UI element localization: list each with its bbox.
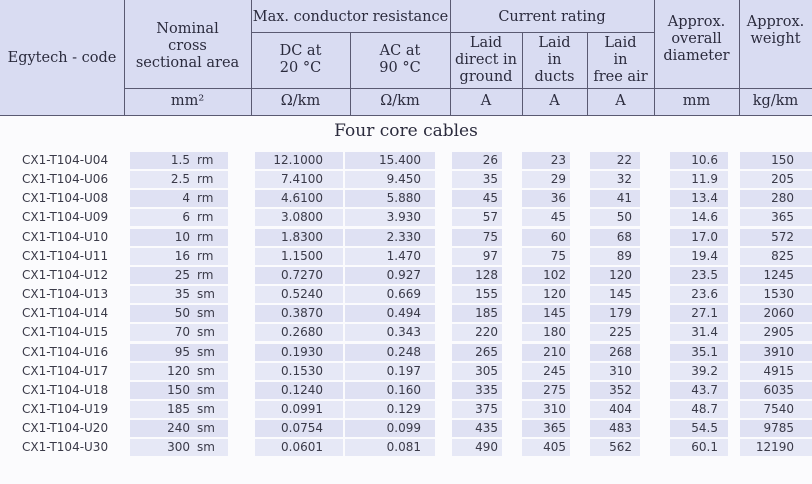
cell-ac: 0.927 bbox=[386, 267, 421, 282]
header-diameter: Approx. overall diameter bbox=[663, 14, 730, 64]
cell-area: 25 bbox=[174, 267, 190, 282]
cell-diameter: 48.7 bbox=[691, 401, 718, 416]
cell-area: 185 bbox=[167, 401, 190, 416]
cell-ac: 0.160 bbox=[386, 382, 421, 397]
cell-ducts: 275 bbox=[543, 382, 566, 397]
cell-weight: 6035 bbox=[763, 382, 794, 397]
cell-code: CX1-T104-U17 bbox=[22, 363, 109, 378]
cell-diameter: 10.6 bbox=[691, 153, 718, 167]
cell-weight: 825 bbox=[771, 248, 794, 263]
section-title: Four core cables bbox=[334, 121, 478, 141]
cell-code: CX1-T104-U13 bbox=[22, 287, 109, 302]
unit-free-air: A bbox=[615, 93, 626, 109]
cell-ground: 155 bbox=[475, 287, 498, 302]
cell-weight: 12190 bbox=[755, 440, 794, 455]
header-weight: Approx. weight bbox=[746, 14, 805, 47]
cell-area: 300 bbox=[167, 440, 190, 455]
table-row bbox=[0, 323, 812, 342]
cell-ac: 3.930 bbox=[386, 210, 421, 225]
cell-shape: rm bbox=[197, 210, 214, 225]
cell-ground: 26 bbox=[482, 153, 498, 167]
cell-free-air: 32 bbox=[616, 172, 632, 187]
cell-code: CX1-T104-U04 bbox=[22, 153, 109, 167]
cell-free-air: 50 bbox=[616, 210, 632, 225]
table-header bbox=[0, 0, 812, 116]
cell-ducts: 102 bbox=[543, 267, 566, 282]
unit-weight: kg/km bbox=[752, 93, 799, 109]
cell-ac: 1.470 bbox=[386, 248, 421, 263]
cell-free-air: 179 bbox=[609, 306, 632, 321]
cell-diameter: 23.6 bbox=[691, 287, 718, 302]
cell-ac: 0.129 bbox=[386, 401, 421, 416]
cell-dc: 0.0601 bbox=[281, 440, 323, 455]
unit-dc: Ω/km bbox=[280, 93, 321, 109]
header-nominal-area: Nominal cross sectional area bbox=[135, 20, 240, 71]
cell-dc: 0.7270 bbox=[281, 267, 323, 282]
cell-diameter: 19.4 bbox=[691, 248, 718, 263]
cell-code: CX1-T104-U19 bbox=[22, 401, 109, 416]
cell-free-air: 310 bbox=[609, 363, 632, 378]
cell-area: 70 bbox=[174, 325, 190, 340]
table-row bbox=[0, 304, 812, 323]
cell-area: 50 bbox=[174, 306, 190, 321]
cell-ducts: 45 bbox=[550, 210, 566, 225]
cell-area: 10 bbox=[174, 229, 190, 244]
unit-ac: Ω/km bbox=[380, 93, 420, 109]
cell-area: 35 bbox=[174, 287, 190, 302]
cell-ground: 97 bbox=[482, 248, 498, 263]
cell-code: CX1-T104-U18 bbox=[22, 382, 109, 397]
header-ducts: Laid in ducts bbox=[534, 34, 575, 85]
cell-shape: sm bbox=[197, 382, 215, 397]
cell-area: 16 bbox=[174, 248, 190, 263]
cell-free-air: 68 bbox=[616, 229, 632, 244]
unit-area: mm² bbox=[170, 93, 205, 109]
cell-weight: 4915 bbox=[763, 363, 794, 378]
cell-dc: 1.1500 bbox=[281, 248, 323, 263]
cell-shape: rm bbox=[197, 191, 214, 206]
cell-shape: rm bbox=[197, 248, 214, 263]
cell-ground: 335 bbox=[475, 382, 498, 397]
cell-dc: 12.1000 bbox=[273, 153, 323, 167]
cell-ducts: 120 bbox=[543, 287, 566, 302]
cell-free-air: 22 bbox=[616, 153, 632, 167]
table-row bbox=[0, 266, 812, 285]
header-max-resistance: Max. conductor resistance bbox=[252, 8, 449, 25]
cell-ground: 375 bbox=[475, 401, 498, 416]
cell-ground: 185 bbox=[475, 306, 498, 321]
cell-free-air: 89 bbox=[616, 248, 632, 263]
cell-weight: 9785 bbox=[763, 421, 794, 436]
cell-ground: 45 bbox=[482, 191, 498, 206]
cell-ground: 35 bbox=[482, 172, 498, 187]
cell-weight: 365 bbox=[771, 210, 794, 225]
cell-weight: 1245 bbox=[763, 267, 794, 282]
table-row bbox=[0, 247, 812, 266]
cell-weight: 3910 bbox=[763, 344, 794, 359]
cell-dc: 7.4100 bbox=[281, 172, 323, 187]
cell-code: CX1-T104-U15 bbox=[22, 325, 109, 340]
cell-free-air: 352 bbox=[609, 382, 632, 397]
cell-ducts: 210 bbox=[543, 344, 566, 359]
cell-free-air: 41 bbox=[616, 191, 632, 206]
cell-ac: 2.330 bbox=[386, 229, 421, 244]
table-row bbox=[0, 228, 812, 247]
cell-dc: 1.8300 bbox=[281, 229, 323, 244]
cell-dc: 0.1530 bbox=[281, 363, 323, 378]
cell-shape: rm bbox=[197, 172, 214, 187]
cell-diameter: 35.1 bbox=[691, 344, 718, 359]
cell-ac: 5.880 bbox=[386, 191, 421, 206]
cell-dc: 0.1240 bbox=[281, 382, 323, 397]
cell-ground: 75 bbox=[482, 229, 498, 244]
cell-code: CX1-T104-U20 bbox=[22, 421, 109, 436]
table-row bbox=[0, 343, 812, 362]
cell-shape: sm bbox=[197, 401, 215, 416]
cell-weight: 7540 bbox=[763, 401, 794, 416]
cell-dc: 0.2680 bbox=[281, 325, 323, 340]
cell-code: CX1-T104-U11 bbox=[22, 248, 109, 263]
table-row bbox=[0, 381, 812, 400]
cell-shape: sm bbox=[197, 344, 215, 359]
cell-ducts: 310 bbox=[543, 401, 566, 416]
cell-shape: rm bbox=[197, 229, 214, 244]
cell-area: 2.5 bbox=[170, 172, 190, 187]
cell-free-air: 483 bbox=[609, 421, 632, 436]
cell-ground: 265 bbox=[475, 344, 498, 359]
cell-dc: 0.1930 bbox=[281, 344, 323, 359]
cell-shape: sm bbox=[197, 306, 215, 321]
cell-weight: 572 bbox=[771, 229, 794, 244]
cell-diameter: 14.6 bbox=[691, 210, 718, 225]
cell-code: CX1-T104-U14 bbox=[22, 306, 109, 321]
cell-ducts: 405 bbox=[543, 440, 566, 455]
cell-diameter: 17.0 bbox=[691, 229, 718, 244]
cell-free-air: 145 bbox=[609, 287, 632, 302]
table-row bbox=[0, 362, 812, 381]
cell-ac: 15.400 bbox=[379, 153, 421, 167]
cell-area: 120 bbox=[167, 363, 190, 378]
cell-area: 1.5 bbox=[170, 153, 190, 167]
cell-ac: 0.669 bbox=[386, 287, 421, 302]
cell-area: 95 bbox=[174, 344, 190, 359]
cell-dc: 0.0991 bbox=[281, 401, 323, 416]
cell-ground: 435 bbox=[475, 421, 498, 436]
cell-weight: 2905 bbox=[763, 325, 794, 340]
cell-diameter: 11.9 bbox=[691, 172, 718, 187]
cell-ducts: 36 bbox=[550, 191, 566, 206]
table-row bbox=[0, 208, 812, 227]
cell-free-air: 268 bbox=[609, 344, 632, 359]
cell-diameter: 27.1 bbox=[691, 306, 718, 321]
cell-area: 150 bbox=[167, 382, 190, 397]
cell-ground: 490 bbox=[475, 440, 498, 455]
cell-shape: sm bbox=[197, 287, 215, 302]
cell-free-air: 562 bbox=[609, 440, 632, 455]
cell-code: CX1-T104-U09 bbox=[22, 210, 109, 225]
cell-dc: 4.6100 bbox=[281, 191, 323, 206]
cell-shape: rm bbox=[197, 267, 214, 282]
cell-code: CX1-T104-U06 bbox=[22, 172, 109, 187]
table-row bbox=[0, 438, 812, 457]
header-code: Egytech - code bbox=[7, 49, 117, 66]
cell-ducts: 29 bbox=[550, 172, 566, 187]
cell-code: CX1-T104-U16 bbox=[22, 344, 109, 359]
header-ac: AC at 90 °C bbox=[379, 43, 421, 76]
cell-area: 4 bbox=[182, 191, 190, 206]
cell-ducts: 365 bbox=[543, 421, 566, 436]
cell-code: CX1-T104-U10 bbox=[22, 229, 109, 244]
cell-weight: 1530 bbox=[763, 287, 794, 302]
cell-area: 6 bbox=[182, 210, 190, 225]
table-row bbox=[0, 189, 812, 208]
table-row bbox=[0, 151, 812, 170]
cell-ducts: 60 bbox=[550, 229, 566, 244]
cell-ducts: 245 bbox=[543, 363, 566, 378]
cell-shape: sm bbox=[197, 421, 215, 436]
cell-dc: 0.0754 bbox=[281, 421, 323, 436]
cell-diameter: 43.7 bbox=[691, 382, 718, 397]
header-current-rating: Current rating bbox=[498, 8, 606, 25]
cell-weight: 2060 bbox=[763, 306, 794, 321]
cell-ac: 0.099 bbox=[386, 421, 421, 436]
unit-diameter: mm bbox=[682, 93, 711, 109]
cell-ducts: 145 bbox=[543, 306, 566, 321]
cell-ground: 220 bbox=[475, 325, 498, 340]
cell-shape: sm bbox=[197, 440, 215, 455]
cell-diameter: 54.5 bbox=[691, 421, 718, 436]
header-free-air: Laid in free air bbox=[593, 34, 648, 85]
cell-ground: 128 bbox=[475, 267, 498, 282]
cell-dc: 0.3870 bbox=[281, 306, 323, 321]
cell-diameter: 23.5 bbox=[691, 267, 718, 282]
cell-diameter: 39.2 bbox=[691, 363, 718, 378]
cell-free-air: 120 bbox=[609, 267, 632, 282]
cell-area: 240 bbox=[167, 421, 190, 436]
cell-weight: 150 bbox=[771, 153, 794, 167]
table-row bbox=[0, 419, 812, 438]
unit-ground: A bbox=[480, 93, 492, 109]
cell-diameter: 13.4 bbox=[691, 191, 718, 206]
cell-ac: 0.248 bbox=[386, 344, 421, 359]
cell-ac: 0.081 bbox=[386, 440, 421, 455]
cell-ac: 0.343 bbox=[386, 325, 421, 340]
cell-diameter: 60.1 bbox=[691, 440, 718, 455]
cell-code: CX1-T104-U30 bbox=[22, 440, 109, 455]
cell-weight: 205 bbox=[771, 172, 794, 187]
cell-ground: 57 bbox=[482, 210, 498, 225]
table-row bbox=[0, 400, 812, 419]
unit-ducts: A bbox=[549, 93, 560, 109]
cell-shape: sm bbox=[197, 363, 215, 378]
cell-code: CX1-T104-U08 bbox=[22, 191, 109, 206]
cell-ac: 0.494 bbox=[386, 306, 421, 321]
cell-ducts: 180 bbox=[543, 325, 566, 340]
cell-ducts: 75 bbox=[550, 248, 566, 263]
table-row bbox=[0, 170, 812, 189]
table-row bbox=[0, 285, 812, 304]
cell-dc: 3.0800 bbox=[281, 210, 323, 225]
cell-dc: 0.5240 bbox=[281, 287, 323, 302]
cell-free-air: 225 bbox=[609, 325, 632, 340]
cell-shape: sm bbox=[197, 325, 215, 340]
cell-ducts: 23 bbox=[550, 153, 566, 167]
cell-ac: 9.450 bbox=[386, 172, 421, 187]
cell-free-air: 404 bbox=[609, 401, 632, 416]
cell-code: CX1-T104-U12 bbox=[22, 267, 109, 282]
header-dc: DC at 20 °C bbox=[279, 43, 322, 76]
cell-ac: 0.197 bbox=[386, 363, 421, 378]
cell-ground: 305 bbox=[475, 363, 498, 378]
cell-weight: 280 bbox=[771, 191, 794, 206]
cell-diameter: 31.4 bbox=[691, 325, 718, 340]
cell-shape: rm bbox=[197, 153, 214, 167]
header-ground: Laid direct in ground bbox=[455, 34, 517, 85]
